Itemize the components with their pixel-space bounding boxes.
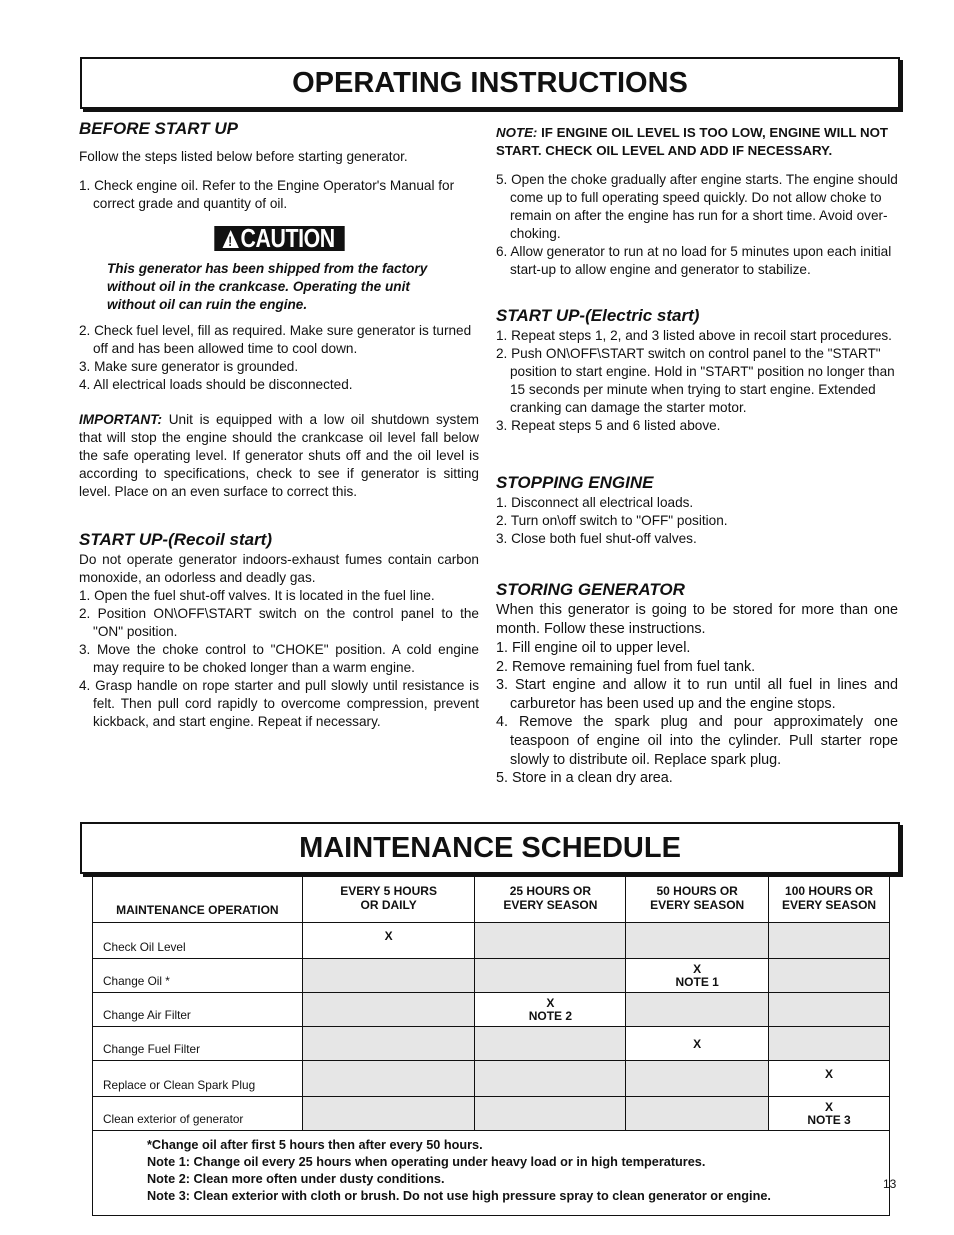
maintenance-notes <box>93 1131 890 1216</box>
row-cell <box>769 923 890 959</box>
recoil-heading: START UP-(Recoil start) <box>79 530 273 549</box>
stopping-steps <box>496 494 898 548</box>
before-start-heading: BEFORE START UP <box>79 119 238 138</box>
row-cell <box>302 1097 475 1131</box>
row-cell <box>302 959 475 993</box>
header-50-hours: 50 HOURS OR EVERY SEASON <box>626 874 769 923</box>
row-cell: X <box>626 1027 769 1061</box>
table-row <box>93 923 890 959</box>
stopping-heading: STOPPING ENGINE <box>496 473 654 492</box>
list-item: 2. Push ON\OFF\START switch on control panel to the "START" position to start engine. Hold in "START" position no longer than 15 seconds per minute when trying to start engine. Extended cranking can damage the starter motor. <box>496 346 895 415</box>
warning-icon: ! <box>222 230 238 248</box>
caution-sign <box>79 223 479 253</box>
row-cell <box>302 1027 475 1061</box>
before-steps <box>79 322 479 394</box>
row-cell <box>302 993 475 1027</box>
left-column <box>79 118 479 731</box>
row-cell <box>626 993 769 1027</box>
list-item: 3. Repeat steps 5 and 6 listed above. <box>496 418 721 433</box>
list-item: 1. Fill engine oil to upper level. <box>496 640 691 656</box>
caution-label: CAUTION <box>240 223 335 253</box>
table-row <box>93 993 890 1027</box>
list-item: 5. Store in a clean dry area. <box>496 770 673 787</box>
storing-heading: STORING GENERATOR <box>496 580 685 599</box>
list-item: 2. Turn on\off switch to "OFF" position. <box>496 513 728 528</box>
row-cell <box>475 1027 626 1061</box>
electric-heading: START UP-(Electric start) <box>496 306 700 325</box>
note-line: Note 2: Clean more often under dusty conditions. <box>147 1172 445 1186</box>
row-operation: Replace or Clean Spark Plug <box>93 1061 303 1097</box>
row-cell <box>475 923 626 959</box>
maintenance-table <box>92 873 890 1216</box>
list-item: 6. Allow generator to run at no load for 5 minutes upon each initial start-up to allow engine and generator to stabilize. <box>496 244 892 277</box>
oil-note <box>496 124 898 160</box>
list-item: 3. Start engine and allow it to run until all fuel in lines and carburetor has been used up and the engine stops. <box>496 677 898 712</box>
important-note <box>79 411 479 501</box>
note-label: NOTE: <box>496 125 538 140</box>
row-cell <box>475 959 626 993</box>
table-row <box>93 1097 890 1131</box>
row-cell: X <box>302 923 475 959</box>
right-column <box>496 124 898 788</box>
storing-steps <box>496 639 898 788</box>
important-label: IMPORTANT: <box>79 412 163 427</box>
row-cell <box>769 993 890 1027</box>
row-cell <box>302 1061 475 1097</box>
page-number: 13 <box>883 1177 897 1191</box>
header-5-hours: EVERY 5 HOURS OR DAILY <box>302 874 475 923</box>
row-cell: X <box>769 1061 890 1097</box>
list-item: 3. Move the choke control to "CHOKE" position. A cold engine may require to be choked longer than a warm engine. <box>79 642 479 675</box>
before-step-1: 1. Check engine oil. Refer to the Engine Operator's Manual for correct grade and quantity of oil. <box>79 178 455 211</box>
page-title: OPERATING INSTRUCTIONS <box>80 57 900 109</box>
table-row <box>93 1027 890 1061</box>
notes-row <box>93 1131 890 1216</box>
row-operation: Change Fuel Filter <box>93 1027 303 1061</box>
row-cell <box>769 1027 890 1061</box>
header-25-hours: 25 HOURS OR EVERY SEASON <box>475 874 626 923</box>
note-line: Note 1: Change oil every 25 hours when operating under heavy load or in high temperatures. <box>147 1155 706 1169</box>
row-cell: X NOTE 2 <box>475 993 626 1027</box>
row-cell <box>475 1061 626 1097</box>
list-item: 4. Remove the spark plug and pour approximately one teaspoon of engine oil into the cylinder. Pull starter rope slowly to distribute oil. Replace spark plug. <box>496 714 898 768</box>
table-row <box>93 959 890 993</box>
list-item: 4. Grasp handle on rope starter and pull slowly until resistance is felt. Then pull cord rapidly to overcome compression, prevent kickback, and start engine. Repeat if necessary. <box>79 678 479 729</box>
row-operation: Clean exterior of generator <box>93 1097 303 1131</box>
caution-text: This generator has been shipped from the factory without oil in the crankcase. Operating the unit without oil can ruin the engine. <box>107 261 428 312</box>
row-operation: Check Oil Level <box>93 923 303 959</box>
row-cell <box>475 1097 626 1131</box>
important-text: Unit is equipped with a low oil shutdown system that will stop the engine should the crankcase oil level fall below the safe operating level. If generator shuts off and the oil level is according to specifications, check to see if generator is sitting level. Place on an even surface to correct this. <box>79 412 479 499</box>
list-item: 5. Open the choke gradually after engine starts. The engine should come up to full operating speed quickly. Do not allow choke to remain on after the engine has run for a short time. Avoid over-choking. <box>496 172 898 241</box>
row-cell <box>626 1097 769 1131</box>
note-text: IF ENGINE OIL LEVEL IS TOO LOW, ENGINE WILL NOT START. CHECK OIL LEVEL AND ADD IF NECESSARY. <box>496 125 889 158</box>
list-item: 1. Open the fuel shut-off valves. It is located in the fuel line. <box>79 588 435 603</box>
storing-intro: When this generator is going to be stored for more than one month. Follow these instructions. <box>496 602 898 637</box>
row-operation: Change Air Filter <box>93 993 303 1027</box>
before-intro: Follow the steps listed below before starting generator. <box>79 149 408 164</box>
maintenance-title: MAINTENANCE SCHEDULE <box>80 822 900 874</box>
list-item: 2. Position ON\OFF\START switch on the control panel to the "ON" position. <box>79 606 479 639</box>
note-line: Note 3: Clean exterior with cloth or brush. Do not use high pressure spray to clean generator or engine. <box>147 1189 771 1203</box>
row-cell: X NOTE 3 <box>769 1097 890 1131</box>
electric-steps <box>496 327 898 435</box>
header-operation: MAINTENANCE OPERATION <box>93 874 303 923</box>
list-item: 2. Remove remaining fuel from fuel tank. <box>496 658 756 675</box>
list-item: 4. All electrical loads should be disconnected. <box>79 377 353 392</box>
row-cell <box>626 1061 769 1097</box>
row-cell <box>769 959 890 993</box>
row-cell: X NOTE 1 <box>626 959 769 993</box>
list-item: 1. Repeat steps 1, 2, and 3 listed above in recoil start procedures. <box>496 328 892 343</box>
recoil-steps-continued <box>496 171 898 279</box>
list-item: 2. Check fuel level, fill as required. Make sure generator is turned off and has been allowed time to cool down. <box>79 323 472 356</box>
recoil-steps <box>79 587 479 731</box>
list-item: 3. Make sure generator is grounded. <box>79 359 299 374</box>
list-item: 1. Disconnect all electrical loads. <box>496 495 694 510</box>
row-cell <box>626 923 769 959</box>
row-operation: Change Oil * <box>93 959 303 993</box>
table-row <box>93 1061 890 1097</box>
list-item: 3. Close both fuel shut-off valves. <box>496 531 697 546</box>
header-100-hours: 100 HOURS OR EVERY SEASON <box>769 874 890 923</box>
note-line: *Change oil after first 5 hours then after every 50 hours. <box>147 1138 483 1152</box>
table-header-row <box>93 874 890 923</box>
recoil-intro: Do not operate generator indoors-exhaust fumes contain carbon monoxide, an odorless and deadly gas. <box>79 552 479 585</box>
